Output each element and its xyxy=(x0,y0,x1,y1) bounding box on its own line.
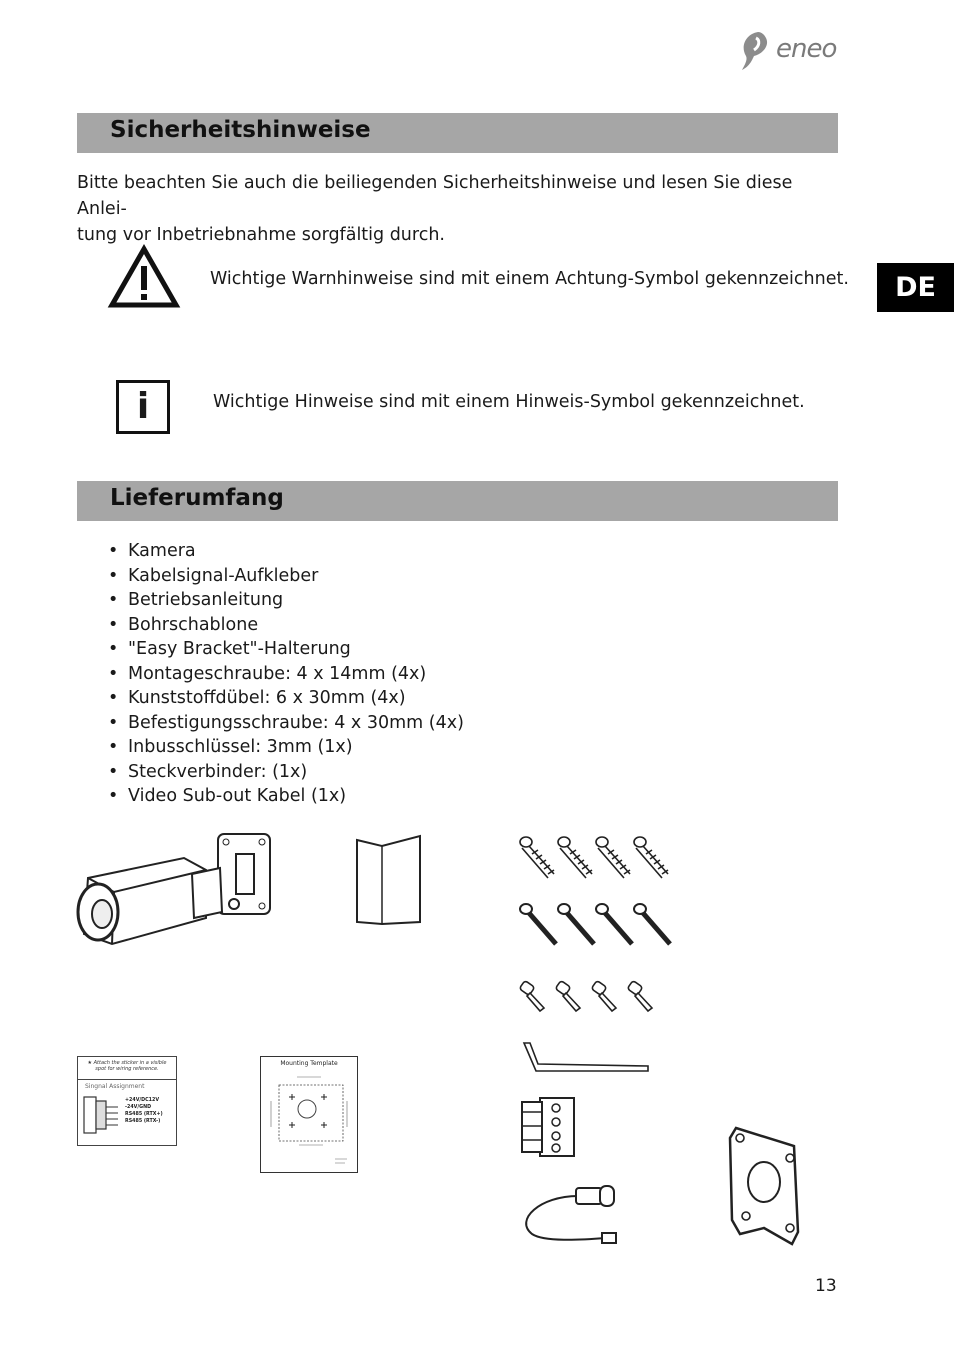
list-item: • Steckverbinder: (1x) xyxy=(108,761,308,782)
section-header-delivery xyxy=(77,481,838,521)
list-item: • Kabelsignal-Aufkleber xyxy=(108,565,319,586)
delivery-list xyxy=(108,539,464,809)
manual-booklet-illustration xyxy=(354,832,424,928)
section-header-safety xyxy=(77,113,838,153)
fixing-screws-illustration xyxy=(518,900,678,950)
list-item: • Kamera xyxy=(108,541,196,561)
list-item: • Betriebsanleitung xyxy=(108,590,284,610)
sticker-note: ★ Attach the sticker in a visible spot for wiring reference. xyxy=(87,1060,167,1072)
camera-illustration xyxy=(74,832,274,952)
template-drawing xyxy=(261,1071,357,1171)
terminal-connector-illustration xyxy=(518,1096,578,1160)
logo-swoosh-icon xyxy=(740,30,774,72)
list-item: • "Easy Bracket"-Halterung xyxy=(108,639,351,659)
video-cable-illustration xyxy=(520,1180,620,1250)
section-title-safety: Sicherheitshinweise xyxy=(110,117,371,143)
mounting-template xyxy=(260,1056,358,1173)
language-tab-de: DE xyxy=(877,263,954,312)
intro-line-1: Bitte beachten Sie auch die beiliegenden Sicherheitshinweise und lesen Sie diese Anlei- xyxy=(77,173,793,219)
section-title-delivery: Lieferumfang xyxy=(110,485,284,511)
list-item: • Kunststoffdübel: 6 x 30mm (4x) xyxy=(108,688,406,708)
brand-logo xyxy=(740,30,840,72)
easy-bracket-illustration xyxy=(724,1124,804,1248)
page-number: 13 xyxy=(815,1276,837,1296)
wall-plugs-illustration xyxy=(518,834,678,884)
info-note-text: Wichtige Hinweise sind mit einem Hinweis-Symbol gekennzeichnet. xyxy=(213,392,805,412)
connector-icon xyxy=(80,1093,120,1137)
list-item: • Video Sub-out Kabel (1x) xyxy=(108,786,347,806)
info-symbol-icon: i xyxy=(116,380,170,434)
sticker-title: Singnal Assignment xyxy=(85,1083,145,1090)
list-item: • Befestigungsschraube: 4 x 30mm (4x) xyxy=(108,712,464,733)
sticker-labels: +24V/DC12V -24V/GND RS485 (RTX+) RS485 (RTX-) xyxy=(125,1098,163,1124)
list-item: • Inbusschlüssel: 3mm (1x) xyxy=(108,737,353,757)
safety-intro-text xyxy=(77,170,837,248)
allen-key-illustration xyxy=(520,1040,650,1076)
list-item: • Bohrschablone xyxy=(108,614,259,635)
warning-note-text: Wichtige Warnhinweise sind mit einem Achtung-Symbol gekennzeichnet. xyxy=(210,269,849,289)
intro-line-2: tung vor Inbetriebnahme sorgfältig durch. xyxy=(77,225,445,245)
warning-triangle-icon xyxy=(109,246,179,308)
brand-logo-text: eneo xyxy=(776,34,837,64)
mounting-screws-illustration xyxy=(518,980,658,1016)
list-item: • Montageschraube: 4 x 14mm (4x) xyxy=(108,663,427,684)
cable-signal-sticker xyxy=(77,1056,177,1146)
template-title: Mounting Template xyxy=(280,1060,338,1067)
